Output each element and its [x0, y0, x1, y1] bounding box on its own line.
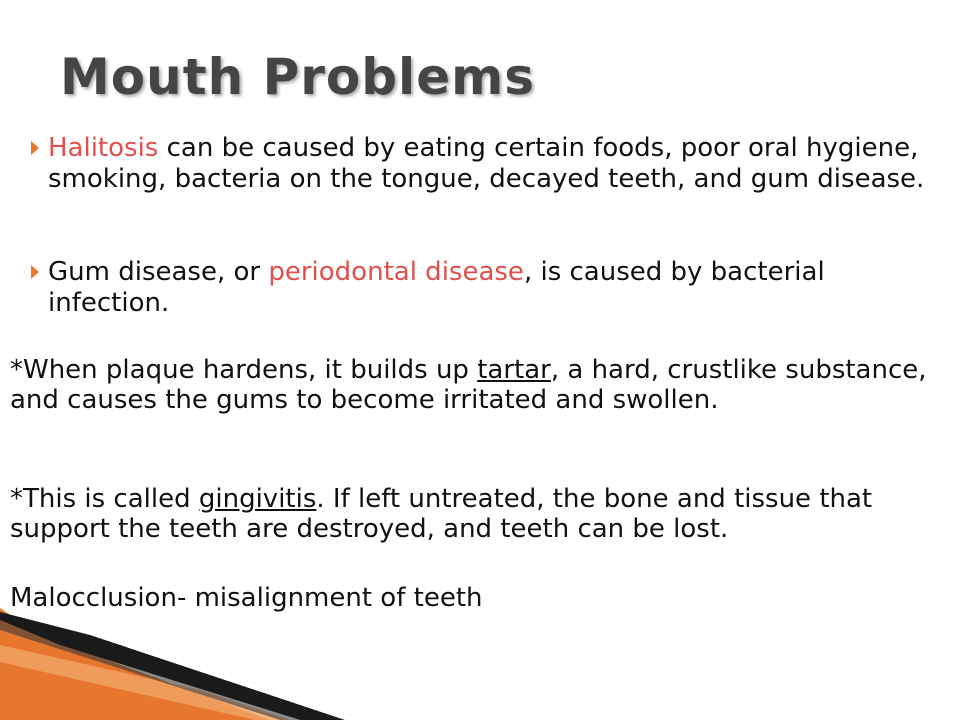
para-before: *When plaque hardens, it builds up	[10, 355, 478, 385]
para-after: . If left untreated, the bone and tissue that support the teeth are destroyed, and teeth can be lost.	[10, 484, 873, 544]
slide-title: Mouth Problems	[60, 48, 535, 106]
paragraph-malocclusion: Malocclusion- misalignment of teeth	[10, 583, 483, 613]
triangle-right-icon	[28, 136, 42, 160]
para-before: *This is called	[10, 484, 199, 514]
highlight-term: Halitosis	[48, 133, 159, 163]
bullet-after: , is caused by bacterial infection.	[48, 257, 825, 318]
term-gingivitis: gingivitis	[198, 484, 317, 514]
bullet-text	[48, 133, 943, 195]
bullet-item-gum-disease	[28, 257, 943, 319]
triangle-right-icon	[28, 260, 42, 284]
bullet-before: Gum disease, or	[48, 257, 269, 287]
term-tartar: tartar	[477, 355, 551, 385]
paragraph-tartar	[10, 355, 945, 415]
para-after: , a hard, crustlike substance, and causes the gums to become irritated and swollen.	[10, 355, 927, 415]
corner-decoration	[0, 590, 960, 720]
paragraph-gingivitis	[10, 484, 945, 544]
bullet-rest: can be caused by eating certain foods, poor oral hygiene, smoking, bacteria on the tongue, decayed teeth, and gum disease.	[48, 133, 925, 194]
bullet-text	[48, 257, 943, 319]
bullet-item-halitosis	[28, 133, 943, 195]
highlight-term: periodontal disease	[268, 257, 524, 287]
